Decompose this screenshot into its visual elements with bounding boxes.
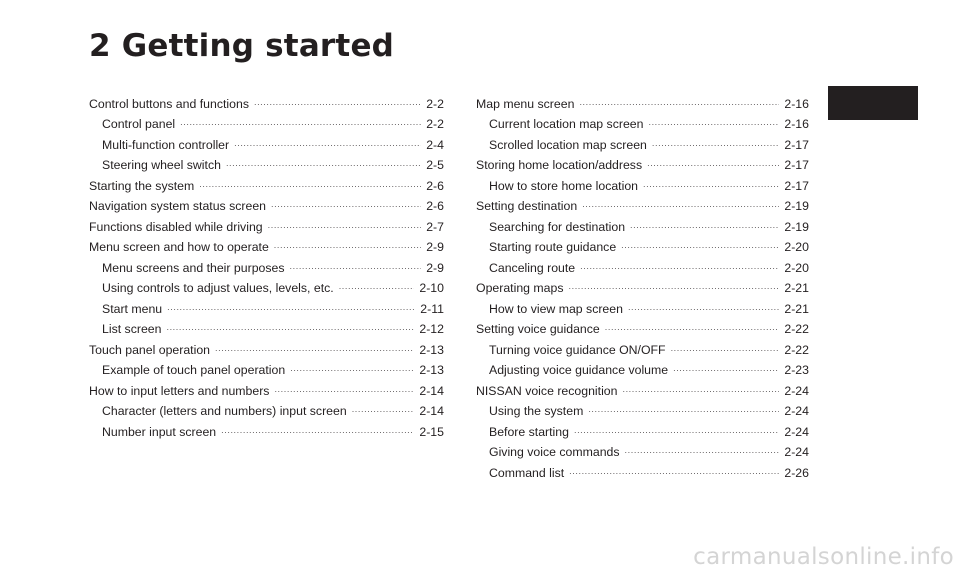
toc-entry[interactable]: [89, 131, 444, 152]
toc-entry-page: 2-5: [426, 158, 444, 172]
toc-leader-dots: [621, 238, 779, 252]
toc-leader-dots: [582, 197, 779, 211]
toc-leader-dots: [605, 320, 780, 334]
toc-entry-page: 2-17: [784, 158, 809, 172]
toc-entry[interactable]: [476, 152, 809, 173]
toc-entry-page: 2-9: [426, 240, 444, 254]
toc-entry-title: Storing home location/address: [476, 158, 643, 172]
toc-entry[interactable]: [89, 90, 444, 111]
toc-leader-dots: [671, 341, 780, 355]
toc-entry-page: 2-20: [784, 260, 809, 275]
toc-leader-dots: [180, 115, 421, 129]
toc-leader-dots: [574, 423, 779, 437]
toc-leader-dots: [352, 402, 415, 416]
toc-entry-title: Starting route guidance: [489, 240, 617, 254]
toc-entry-title: List screen: [102, 322, 162, 336]
toc-leader-dots: [628, 300, 779, 314]
toc-entry-page: 2-22: [784, 322, 809, 336]
toc-entry-page: 2-13: [419, 342, 444, 357]
toc-leader-dots: [274, 382, 414, 396]
toc-entry-title: Command list: [489, 465, 565, 480]
toc-entry-page: 2-7: [426, 219, 444, 234]
toc-entry[interactable]: [476, 336, 809, 357]
toc-entry-page: 2-24: [784, 404, 809, 418]
toc-entry[interactable]: [89, 152, 444, 173]
toc-entry[interactable]: [89, 398, 444, 419]
toc-leader-dots: [569, 279, 780, 293]
chapter-tab-marker: [828, 86, 918, 120]
toc-entry[interactable]: [476, 357, 809, 378]
toc-leader-dots: [580, 259, 779, 273]
toc-leader-dots: [630, 218, 779, 232]
toc-entry-title: Functions disabled while driving: [89, 219, 263, 234]
toc-entry-title: How to input letters and numbers: [89, 383, 270, 398]
toc-entry[interactable]: [89, 193, 444, 214]
toc-column-right: [476, 90, 809, 480]
toc-leader-dots: [234, 136, 421, 150]
toc-leader-dots: [166, 320, 414, 334]
toc-entry-page: 2-19: [784, 199, 809, 213]
toc-leader-dots: [226, 156, 421, 170]
toc-entry-page: 2-17: [784, 178, 809, 193]
toc-leader-dots: [268, 218, 422, 232]
toc-entry[interactable]: [89, 336, 444, 357]
toc-leader-dots: [622, 382, 779, 396]
toc-entry[interactable]: [476, 316, 809, 337]
toc-entry[interactable]: [476, 193, 809, 214]
toc-entry-page: 2-17: [784, 137, 809, 152]
toc-entry[interactable]: [476, 418, 809, 439]
toc-entry-title: Operating maps: [476, 281, 564, 295]
toc-entry-page: 2-6: [426, 178, 444, 193]
toc-leader-dots: [648, 115, 779, 129]
toc-entry-page: 2-4: [426, 137, 444, 152]
toc-entry-title: Steering wheel switch: [102, 158, 221, 172]
toc-entry[interactable]: [89, 295, 444, 316]
toc-entry-title: Touch panel operation: [89, 342, 211, 357]
toc-entry-title: Control buttons and functions: [89, 96, 249, 111]
toc-entry-page: 2-11: [420, 301, 444, 316]
toc-entry-page: 2-10: [419, 281, 444, 295]
toc-entry-page: 2-22: [784, 342, 809, 357]
toc-entry[interactable]: [89, 377, 444, 398]
toc-entry-title: Setting destination: [476, 199, 578, 213]
toc-column-left: [89, 90, 444, 439]
toc-entry[interactable]: [476, 90, 809, 111]
toc-entry[interactable]: [89, 111, 444, 132]
toc-entry[interactable]: [476, 398, 809, 419]
toc-entry-title: Multi-function controller: [102, 137, 230, 152]
toc-entry-page: 2-24: [784, 445, 809, 459]
toc-entry-title: Starting the system: [89, 178, 195, 193]
toc-entry-page: 2-2: [426, 117, 444, 131]
toc-entry-page: 2-19: [784, 219, 809, 234]
toc-entry-page: 2-26: [784, 465, 809, 480]
toc-entry[interactable]: [476, 439, 809, 460]
toc-entry-page: 2-14: [419, 383, 444, 398]
toc-entry-title: Number input screen: [102, 424, 217, 439]
toc-entry[interactable]: [89, 357, 444, 378]
toc-entry-title: Map menu screen: [476, 96, 575, 111]
toc-entry-title: Before starting: [489, 424, 569, 439]
toc-entry[interactable]: [476, 275, 809, 296]
toc-entry-title: Giving voice commands: [489, 445, 620, 459]
toc-entry[interactable]: [476, 254, 809, 275]
toc-leader-dots: [625, 443, 780, 457]
toc-leader-dots: [199, 177, 421, 191]
toc-entry-title: Turning voice guidance ON/OFF: [489, 342, 666, 357]
toc-entry[interactable]: [476, 295, 809, 316]
toc-entry-page: 2-16: [784, 96, 809, 111]
toc-entry-page: 2-23: [784, 363, 809, 377]
toc-entry[interactable]: [89, 275, 444, 296]
toc-entry-title: Searching for destination: [489, 219, 626, 234]
toc-entry-title: Using controls to adjust values, levels, etc.: [102, 281, 334, 295]
toc-entry-page: 2-16: [784, 117, 809, 131]
toc-leader-dots: [673, 361, 779, 375]
toc-entry-title: Menu screens and their purposes: [102, 260, 285, 275]
toc-entry-title: Setting voice guidance: [476, 322, 600, 336]
toc-entry-page: 2-21: [784, 301, 809, 316]
toc-entry-page: 2-24: [784, 383, 809, 398]
toc-entry-page: 2-24: [784, 424, 809, 439]
toc-entry-title: How to view map screen: [489, 301, 623, 316]
toc-entry[interactable]: [89, 213, 444, 234]
toc-entry-title: Canceling route: [489, 260, 576, 275]
toc-entry-page: 2-13: [419, 363, 444, 377]
toc-entry[interactable]: [476, 111, 809, 132]
toc-entry-page: 2-12: [419, 322, 444, 336]
toc-leader-dots: [215, 341, 414, 355]
toc-entry[interactable]: [89, 418, 444, 439]
toc-entry-page: 2-9: [426, 260, 444, 275]
toc-entry-title: Adjusting voice guidance volume: [489, 363, 669, 377]
toc-entry-title: Navigation system status screen: [89, 199, 267, 213]
toc-entry[interactable]: [476, 459, 809, 480]
toc-leader-dots: [647, 156, 779, 170]
toc-entry[interactable]: [89, 172, 444, 193]
toc-entry-title: How to store home location: [489, 178, 639, 193]
toc-leader-dots: [339, 279, 415, 293]
toc-leader-dots: [290, 361, 414, 375]
toc-leader-dots: [588, 402, 779, 416]
toc-entry-title: NISSAN voice recognition: [476, 383, 618, 398]
toc-entry-title: Character (letters and numbers) input screen: [102, 404, 347, 418]
toc-entry[interactable]: [89, 316, 444, 337]
toc-leader-dots: [274, 238, 421, 252]
toc-entry-title: Scrolled location map screen: [489, 137, 647, 152]
toc-entry-title: Current location map screen: [489, 117, 644, 131]
toc-entry-title: Start menu: [102, 301, 163, 316]
toc-entry-page: 2-14: [419, 404, 444, 418]
toc-entry[interactable]: [476, 172, 809, 193]
toc-entry-page: 2-15: [419, 424, 444, 439]
toc-entry[interactable]: [476, 213, 809, 234]
toc-leader-dots: [652, 136, 779, 150]
toc-entry-page: 2-6: [426, 199, 444, 213]
toc-leader-dots: [579, 95, 779, 109]
toc-entry-page: 2-2: [426, 96, 444, 111]
toc-entry[interactable]: [476, 377, 809, 398]
watermark: carmanualsonline.info: [693, 544, 954, 570]
toc-entry[interactable]: [89, 254, 444, 275]
toc-leader-dots: [254, 95, 421, 109]
toc-entry-title: Example of touch panel operation: [102, 363, 286, 377]
toc-entry-title: Menu screen and how to operate: [89, 240, 269, 254]
toc-entry[interactable]: [89, 234, 444, 255]
toc-entry[interactable]: [476, 234, 809, 255]
toc-entry-title: Using the system: [489, 404, 584, 418]
toc-leader-dots: [569, 464, 779, 478]
toc-leader-dots: [643, 177, 779, 191]
toc-leader-dots: [167, 300, 415, 314]
toc-leader-dots: [271, 197, 421, 211]
toc-entry[interactable]: [476, 131, 809, 152]
toc-entry-page: 2-20: [784, 240, 809, 254]
toc-entry-page: 2-21: [784, 281, 809, 295]
toc-entry-title: Control panel: [102, 117, 176, 131]
chapter-title: 2 Getting started: [89, 28, 395, 64]
toc-leader-dots: [290, 259, 422, 273]
toc-leader-dots: [221, 423, 414, 437]
